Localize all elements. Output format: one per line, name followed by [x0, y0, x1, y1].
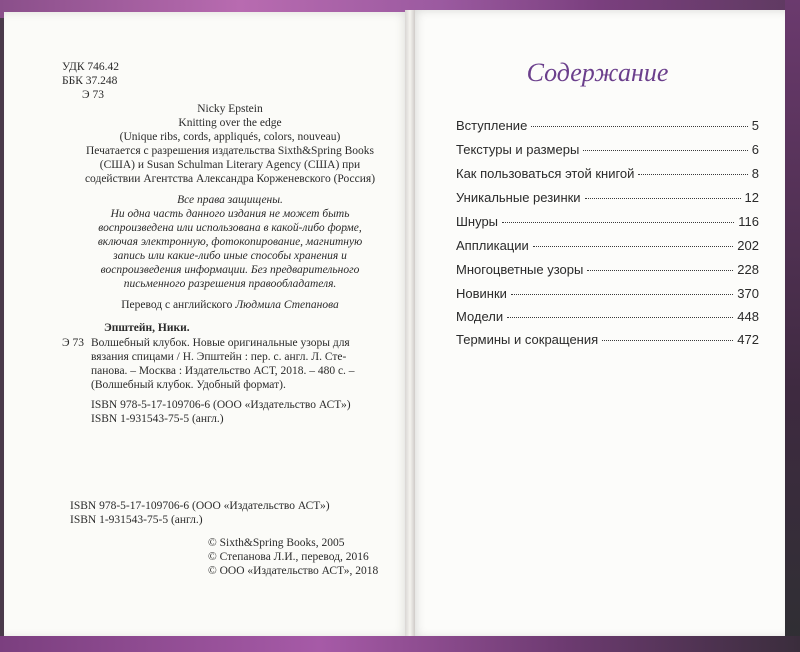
- toc-entry: [456, 262, 759, 282]
- toc-leader: [533, 246, 734, 247]
- toc-label: Многоцветные узоры: [456, 262, 584, 277]
- toc-entry: [456, 118, 759, 138]
- toc-leader: [502, 222, 734, 223]
- permission-line: содействии Агентства Александра Корженевского (Россия): [84, 173, 376, 185]
- toc-page: 116: [738, 214, 759, 229]
- biblio-line: панова. – Москва : Издательство АСТ, 2018. – 480 с. –: [91, 365, 355, 377]
- toc-label: Вступление: [456, 118, 528, 133]
- toc-title: Содержание: [526, 58, 669, 87]
- translator-name: Людмила Степанова: [235, 299, 339, 311]
- toc-label: Аппликации: [456, 238, 529, 253]
- toc-entry: [456, 309, 759, 329]
- toc-page: 202: [737, 238, 759, 253]
- rights-line: письменного разрешения правообладателя.: [123, 278, 337, 290]
- toc-label: Новинки: [456, 286, 507, 301]
- toc-page: 370: [737, 286, 759, 301]
- toc-entry: [456, 332, 759, 352]
- toc-page: 6: [751, 142, 759, 157]
- biblio-line: вязания спицами / Н. Эпштейн : пер. с. англ. Л. Сте-: [91, 351, 347, 363]
- biblio-code: Э 73: [62, 337, 84, 349]
- toc-leader: [602, 340, 733, 341]
- title-en: Knitting over the edge: [178, 117, 282, 129]
- toc-entry: [456, 238, 759, 258]
- toc-leader: [583, 150, 747, 151]
- toc-leader: [585, 198, 741, 199]
- toc-entry: [456, 190, 759, 210]
- toc-leader: [507, 317, 733, 318]
- toc-label: Шнуры: [456, 214, 499, 229]
- toc-label: Текстуры и размеры: [456, 142, 580, 157]
- isbn-line: ISBN 1-931543-75-5 (англ.): [91, 413, 224, 425]
- author-en: Nicky Epstein: [197, 103, 263, 115]
- isbn-line: ISBN 978-5-17-109706-6 (ООО «Издательство АСТ»): [91, 399, 351, 411]
- copyright-line: © Sixth&Spring Books, 2005: [208, 537, 345, 549]
- rights-line: запись или какие-либо иные способы хранения и: [113, 250, 347, 262]
- author-mark: Э 73: [82, 89, 104, 101]
- toc-page: 472: [737, 332, 759, 347]
- toc-leader: [587, 270, 733, 271]
- toc-page: 5: [751, 118, 759, 133]
- toc-entry: [456, 142, 759, 162]
- isbn-line: ISBN 978-5-17-109706-6 (ООО «Издательство АСТ»): [70, 500, 330, 512]
- toc-page: 448: [737, 309, 759, 324]
- bbk-code: ББК 37.248: [62, 75, 118, 87]
- toc-label: Как пользоваться этой книгой: [456, 166, 635, 181]
- toc-leader: [511, 294, 733, 295]
- copyright-line: © ООО «Издательство АСТ», 2018: [208, 565, 379, 577]
- biblio-line: (Волшебный клубок. Удобный формат).: [91, 379, 286, 391]
- isbn-line: ISBN 1-931543-75-5 (англ.): [70, 514, 203, 526]
- toc-leader: [531, 126, 747, 127]
- rights-line: Все права защищены.: [177, 194, 283, 206]
- permission-line: Печатается с разрешения издательства Sixth&Spring Books: [85, 145, 374, 157]
- rights-line: включая электронную, фотокопирование, магнитную: [97, 236, 363, 248]
- toc-entry: [456, 166, 759, 186]
- copyright-line: © Степанова Л.И., перевод, 2016: [208, 551, 369, 563]
- biblio-line: Волшебный клубок. Новые оригинальные узоры для: [91, 337, 350, 349]
- book-cover-edge: [785, 0, 800, 652]
- toc-page: 8: [751, 166, 759, 181]
- rights-line: Ни одна часть данного издания не может быть: [110, 208, 350, 220]
- translation-prefix: Перевод с английского: [121, 299, 233, 311]
- translation-credit: [60, 298, 400, 312]
- permission-line: (США) и Susan Schulman Literary Agency (США) при: [99, 159, 361, 171]
- biblio-heading: Эпштейн, Ники.: [104, 322, 190, 334]
- toc-leader: [638, 174, 747, 175]
- toc-entry: [456, 214, 759, 234]
- rights-line: воспроизведения информации. Без предварительного: [100, 264, 360, 276]
- toc-page: 228: [737, 262, 759, 277]
- toc-label: Термины и сокращения: [456, 332, 599, 347]
- subtitle-en: (Unique ribs, cords, appliqués, colors, nouveau): [119, 131, 341, 143]
- toc-label: Уникальные резинки: [456, 190, 581, 205]
- toc-label: Модели: [456, 309, 504, 324]
- book-gutter: [405, 10, 415, 638]
- udk-code: УДК 746.42: [62, 61, 119, 73]
- book-cover-bottom: [0, 636, 800, 652]
- rights-line: воспроизведена или использована в какой-либо форме,: [98, 222, 362, 234]
- toc-entry: [456, 286, 759, 306]
- toc-page: 12: [744, 190, 759, 205]
